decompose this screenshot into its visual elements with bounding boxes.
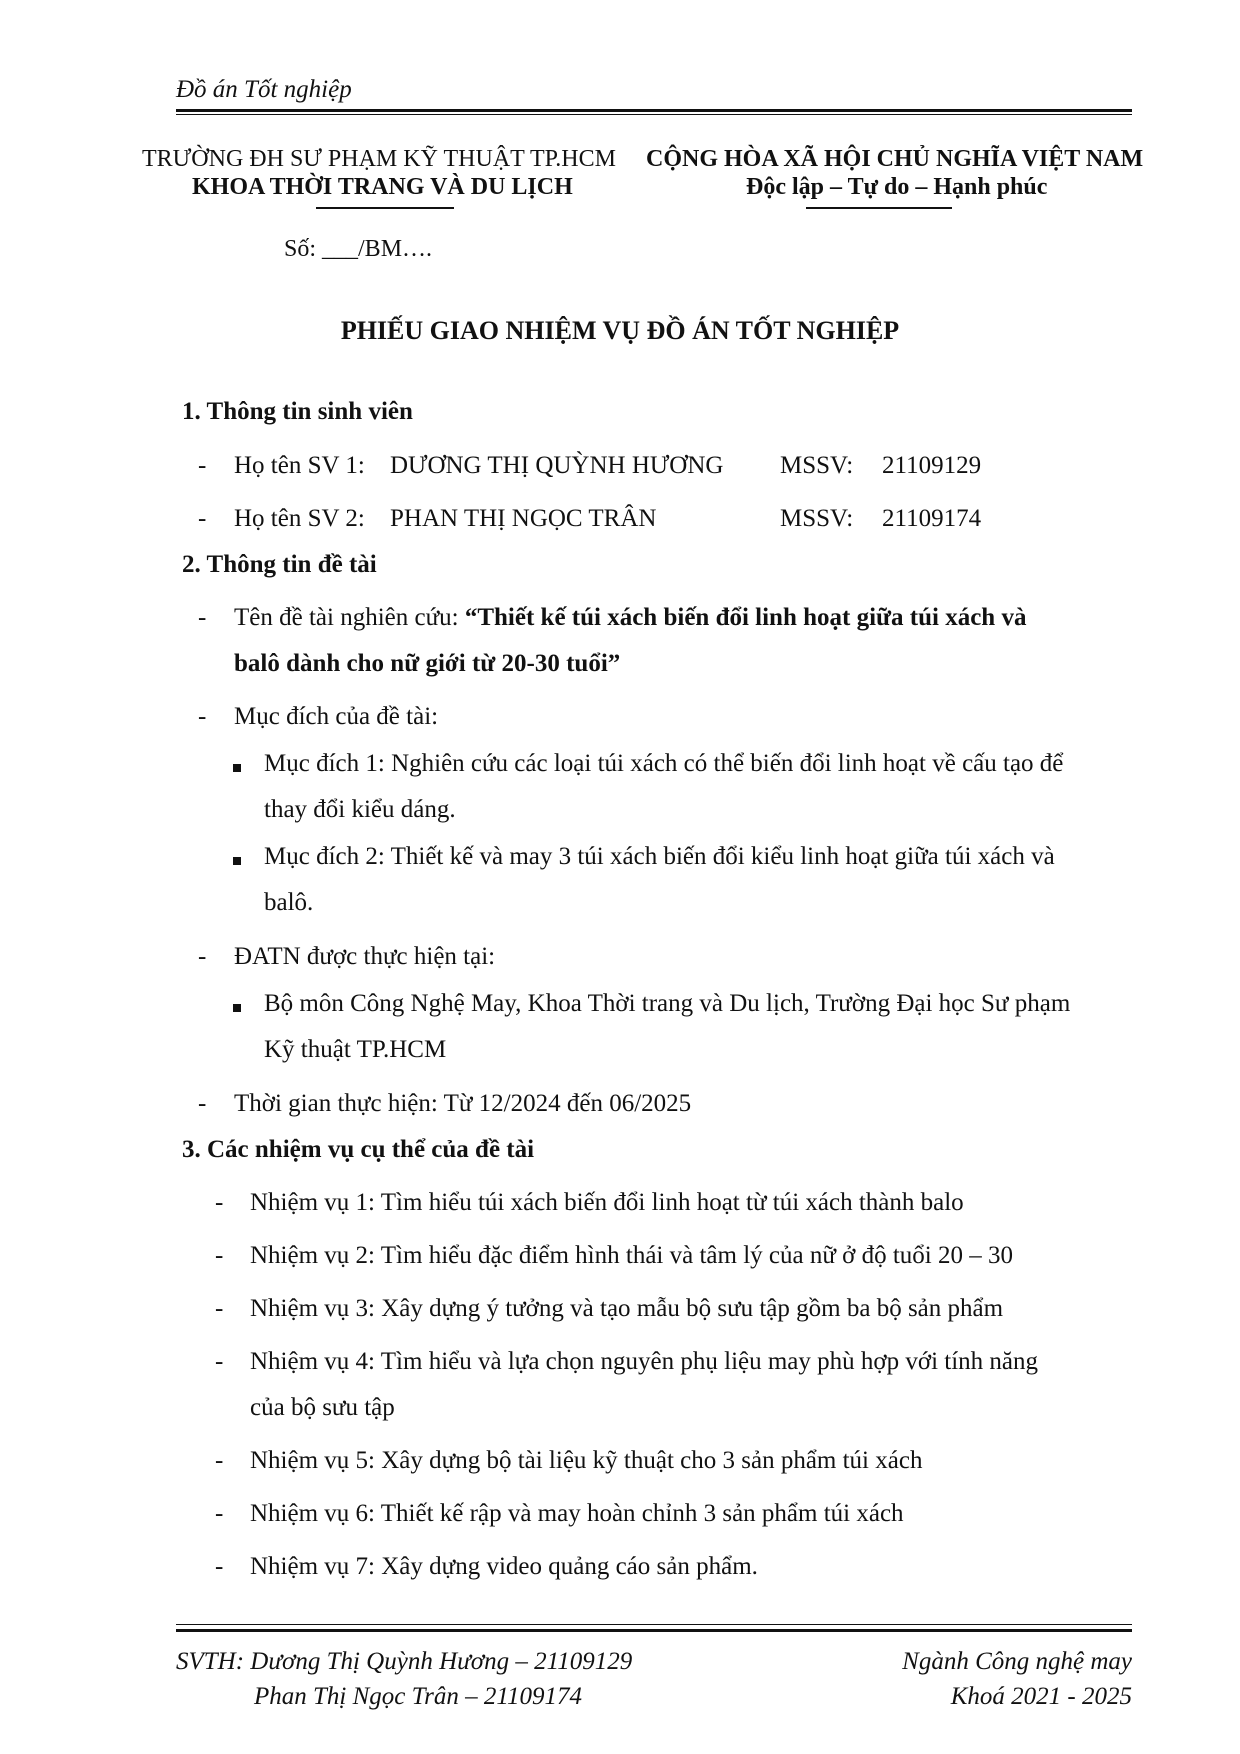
document-number: Số: ___/BM…. xyxy=(284,236,433,262)
republic-name: CỘNG HÒA XÃ HỘI CHỦ NGHĨA VIỆT NAM xyxy=(646,146,1144,172)
student1-id-label: MSSV: xyxy=(780,452,854,479)
header-rule-thick xyxy=(176,109,1132,112)
topic-label: Tên đề tài nghiên cứu: xyxy=(234,604,465,631)
header-rule-thin xyxy=(176,114,1132,115)
task-item: Nhiệm vụ 7: Xây dựng video quảng cáo sản phẩm. xyxy=(250,1553,758,1580)
bullet-square-icon xyxy=(233,857,241,865)
purpose-label: Mục đích của đề tài: xyxy=(234,703,439,730)
task-item: Nhiệm vụ 2: Tìm hiểu đặc điểm hình thái và tâm lý của nữ ở độ tuổi 20 – 30 xyxy=(250,1242,1013,1269)
student1-name: DƯƠNG THỊ QUỲNH HƯƠNG xyxy=(390,452,724,479)
student1-label: Họ tên SV 1: xyxy=(234,452,365,479)
student2-dash: - xyxy=(198,505,207,532)
school-name: TRƯỜNG ĐH SƯ PHẠM KỸ THUẬT TP.HCM xyxy=(142,146,616,172)
student2-name: PHAN THỊ NGỌC TRÂN xyxy=(390,505,657,532)
task-item: Nhiệm vụ 3: Xây dựng ý tưởng và tạo mẫu bộ sưu tập gồm ba bộ sản phẩm xyxy=(250,1295,1004,1322)
document-title: PHIẾU GIAO NHIỆM VỤ ĐỒ ÁN TỐT NGHIỆP xyxy=(340,316,900,345)
purpose-dash: - xyxy=(198,703,207,730)
footer-student2: Phan Thị Ngọc Trân – 21109174 xyxy=(254,1683,583,1710)
student1-dash: - xyxy=(198,452,207,479)
place-line1: Bộ môn Công Nghệ May, Khoa Thời trang và Du lịch, Trường Đại học Sư phạm xyxy=(264,990,1071,1017)
purpose2-line1: Mục đích 2: Thiết kế và may 3 túi xách biến đổi kiểu linh hoạt giữa túi xách và xyxy=(264,843,1055,870)
place-dash: - xyxy=(198,943,207,970)
footer-rule-thick xyxy=(176,1629,1132,1632)
task-dash: - xyxy=(215,1295,224,1322)
task-item: Nhiệm vụ 6: Thiết kế rập và may hoàn chỉnh 3 sản phẩm túi xách xyxy=(250,1500,904,1527)
task-item: Nhiệm vụ 5: Xây dựng bộ tài liệu kỹ thuật cho 3 sản phẩm túi xách xyxy=(250,1447,923,1474)
place-line2: Kỹ thuật TP.HCM xyxy=(264,1036,447,1063)
topic-title-line2: balô dành cho nữ giới từ 20-30 tuổi” xyxy=(234,650,621,677)
purpose1-line2: thay đổi kiểu dáng. xyxy=(264,796,456,823)
task-dash: - xyxy=(215,1500,224,1527)
bullet-square-icon xyxy=(233,764,241,772)
section3-heading: 3. Các nhiệm vụ cụ thể của đề tài xyxy=(182,1136,535,1163)
time-dash: - xyxy=(198,1090,207,1117)
page-header-title: Đồ án Tốt nghiệp xyxy=(176,76,352,103)
task-item: Nhiệm vụ 1: Tìm hiểu túi xách biến đổi linh hoạt từ túi xách thành balo xyxy=(250,1189,964,1216)
student1-id: 21109129 xyxy=(882,452,982,479)
bullet-square-icon xyxy=(233,1004,241,1012)
motto: Độc lập – Tự do – Hạnh phúc xyxy=(746,174,1048,200)
task-item: Nhiệm vụ 4: Tìm hiểu và lựa chọn nguyên phụ liệu may phù hợp với tính năng xyxy=(250,1348,1039,1375)
student2-id-label: MSSV: xyxy=(780,505,854,532)
task-dash: - xyxy=(215,1189,224,1216)
purpose2-line2: balô. xyxy=(264,889,314,916)
task-dash: - xyxy=(215,1242,224,1269)
purpose1-line1: Mục đích 1: Nghiên cứu các loại túi xách có thể biến đổi linh hoạt về cấu tạo để xyxy=(264,750,1064,777)
faculty-name: KHOA THỜI TRANG VÀ DU LỊCH xyxy=(192,174,573,200)
footer-student1: SVTH: Dương Thị Quỳnh Hương – 21109129 xyxy=(176,1648,633,1675)
topic-title-line1: “Thiết kế túi xách biến đổi linh hoạt giữa túi xách và xyxy=(464,604,1027,631)
topic-dash: - xyxy=(198,604,207,631)
task-dash: - xyxy=(215,1553,224,1580)
faculty-underline xyxy=(316,207,454,209)
place-label: ĐATN được thực hiện tại: xyxy=(234,943,496,970)
student2-label: Họ tên SV 2: xyxy=(234,505,365,532)
topic-line1 xyxy=(234,604,1026,632)
time-text: Thời gian thực hiện: Từ 12/2024 đến 06/2025 xyxy=(234,1090,692,1117)
footer-cohort: Khoá 2021 - 2025 xyxy=(950,1683,1132,1710)
section2-heading: 2. Thông tin đề tài xyxy=(182,551,377,578)
task-dash: - xyxy=(215,1348,224,1375)
motto-underline xyxy=(806,207,952,209)
footer-major: Ngành Công nghệ may xyxy=(902,1648,1132,1675)
footer-rule-thin xyxy=(176,1624,1132,1625)
task-dash: - xyxy=(215,1447,224,1474)
student2-id: 21109174 xyxy=(882,505,982,532)
task-item-continued: của bộ sưu tập xyxy=(250,1394,395,1421)
section1-heading: 1. Thông tin sinh viên xyxy=(182,398,413,425)
